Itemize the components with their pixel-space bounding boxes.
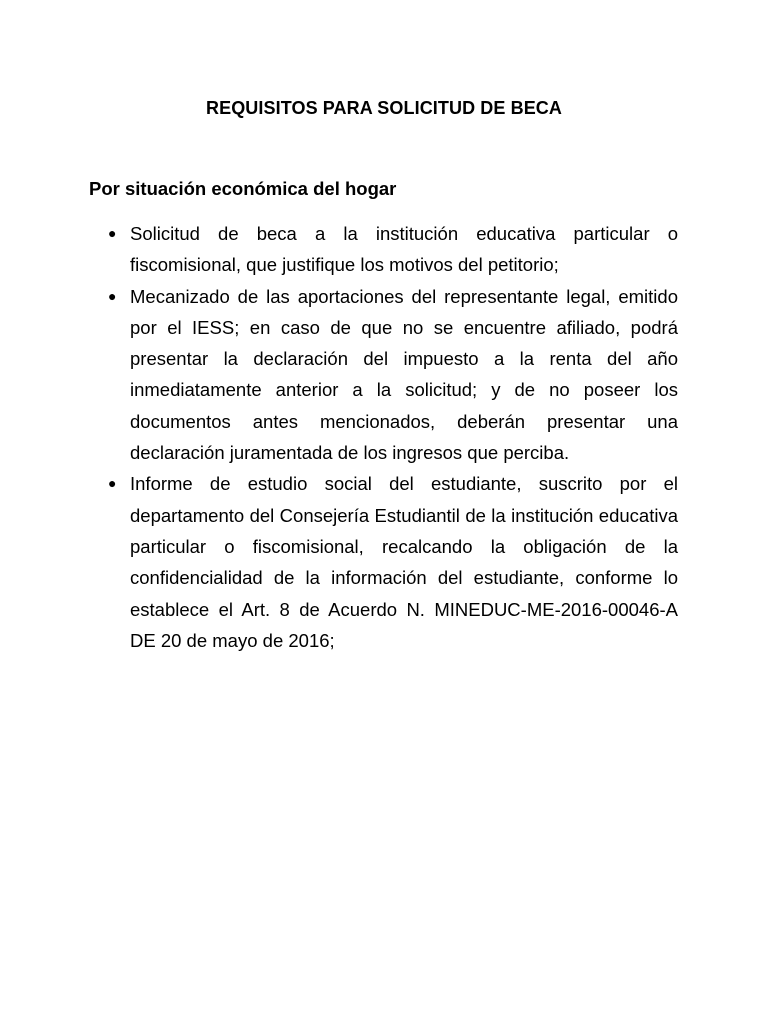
list-item (108, 218, 678, 281)
list-item (108, 281, 678, 469)
bullet-icon: ● (108, 287, 117, 304)
requirement-text: Mecanizado de las aportaciones del representante legal, emitido por el IESS; en caso de que no se encuentre afiliado, podrá presentar la declaración del impuesto a la renta del año inmediatamente anterior a la solicitud; y de no poseer los documentos antes mencionados, deberán presentar una declaración juramentada de los ingresos que perciba. (130, 285, 678, 464)
requirements-list (108, 218, 678, 656)
requirement-text: Solicitud de beca a la institución educativa particular o fiscomisional, que justifique los motivos del petitorio; (130, 223, 678, 276)
document-title: REQUISITOS PARA SOLICITUD DE BECA (206, 98, 562, 118)
bullet-icon: ● (108, 475, 117, 492)
bullet-icon: ● (108, 225, 117, 241)
section-heading: Por situación económica del hogar (89, 178, 397, 199)
list-item (108, 468, 678, 656)
requirement-text: Informe de estudio social del estudiante, suscrito por el departamento del Consejería Estudiantil de la institución educativa particular o fiscomisional, recalcando la obligación de la confidencialidad de la información del estudiante, conforme lo establece el Art. 8 de Acuerdo N. MINEDUC-ME-2016-00046-A DE 20 de mayo de 2016; (130, 473, 678, 651)
